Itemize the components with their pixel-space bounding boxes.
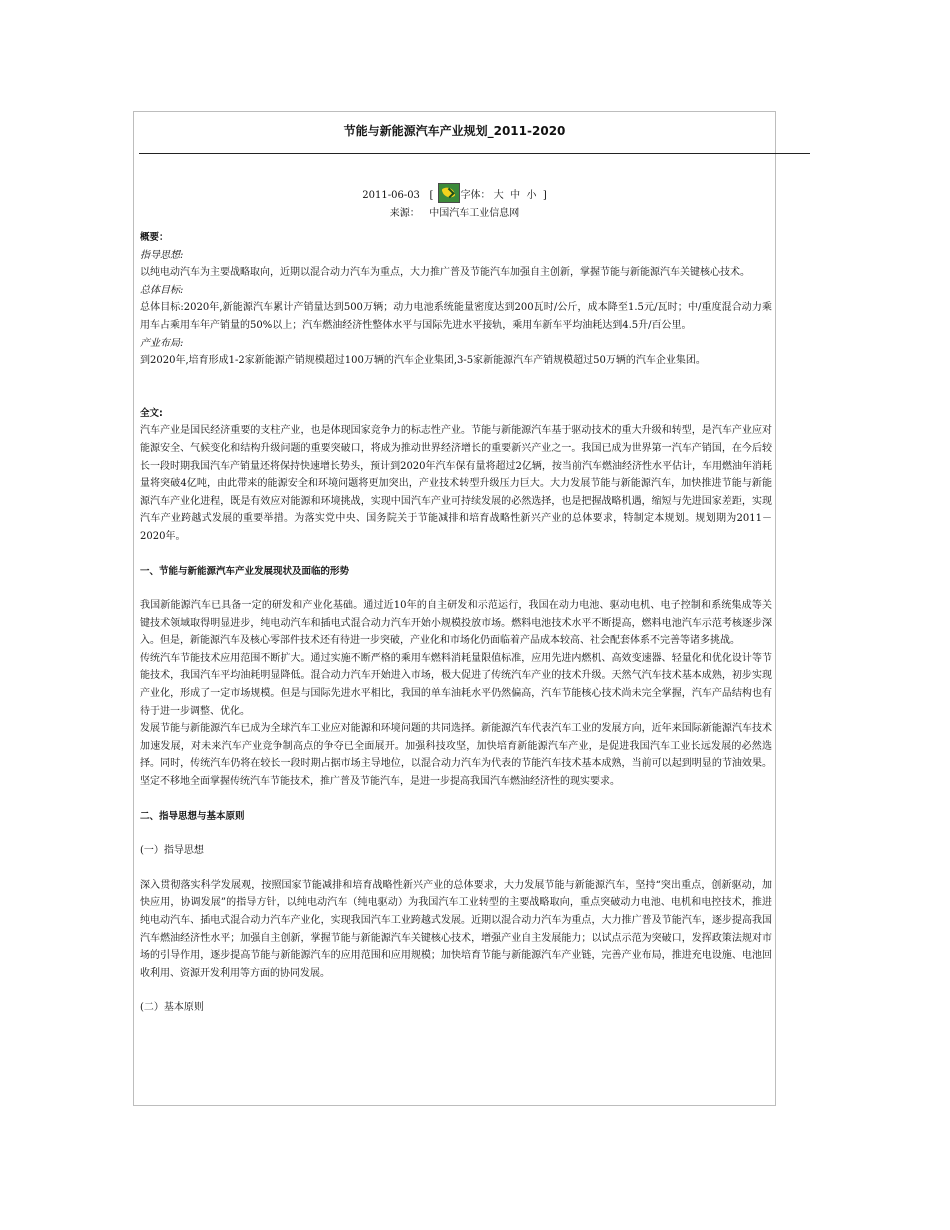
bracket-open: [ bbox=[429, 190, 434, 201]
source-label: 来源： bbox=[389, 208, 420, 219]
font-size-small-link[interactable]: 小 bbox=[526, 190, 537, 201]
publish-date: 2011-06-03 bbox=[362, 190, 420, 201]
font-size-large-link[interactable]: 大 bbox=[493, 190, 504, 201]
article-meta bbox=[133, 183, 776, 203]
source-value: 中国汽车工业信息网 bbox=[429, 208, 520, 219]
fulltext-heading: 全文: bbox=[140, 407, 163, 419]
article-source bbox=[133, 204, 776, 219]
subsection-1-title: (一）指导思想 bbox=[140, 845, 204, 857]
font-size-medium-link[interactable]: 中 bbox=[510, 190, 521, 201]
layout-label: 产业布局: bbox=[140, 337, 184, 349]
title-divider bbox=[139, 153, 810, 154]
page-title: 节能与新能源汽车产业规划_2011-2020 bbox=[343, 124, 566, 138]
section-1-paragraph-2: 传统汽车节能技术应用范围不断扩大。通过实施不断严格的乘用车燃料消耗量限值标准，应用先进内燃机、高效变速器、轻量化和优化设计等节能技术，我国汽车平均油耗明显降低。混合动力汽车开始进入市场，极大促进了传统汽车产业的技术升级。天然气汽车技术基本成熟，初步实现产业化，形成了一定市场规模。但是与国际先进水平相比，我国的单车油耗水平仍然偏高，汽车节能核心技术尚未完全掌握，汽车产品结构也有待于进一步调整、优化。 bbox=[140, 652, 772, 717]
subsection-1-text: 深入贯彻落实科学发展观，按照国家节能减排和培育战略性新兴产业的总体要求，大力发展节能与新能源汽车，坚持“突出重点，创新驱动，加快应用，协调发展”的指导方针，以纯电动汽车（纯电驱动）为我国汽车工业转型的主要战略取向，重点突破动力电池、电机和电控技术，推进纯电动汽车、插电式混合动力汽车产业化，实现我国汽车工业跨越式发展。近期以混合动力汽车为重点，大力推广普及节能汽车，逐步提高我国汽车燃油经济性水平；加强自主创新，掌握节能与新能源汽车关键核心技术，增强产业自主发展能力；以试点示范为突破口，发挥政策法规对市场的引导作用，逐步提高节能与新能源汽车的应用范围和应用规模；加快培育节能与新能源汽车产业链，完善产业布局，推进充电设施、电池回收利用、资源开发利用等方面的协同发展。 bbox=[140, 879, 772, 979]
goal-label: 总体目标: bbox=[140, 284, 184, 296]
section-1-paragraph-1: 我国新能源汽车已具备一定的研发和产业化基础。通过近10年的自主研发和示范运行，我国在动力电池、驱动电机、电子控制和系统集成等关键技术领域取得明显进步，纯电动汽车和插电式混合动力汽车开始小规模投放市场。燃料电池技术水平不断提高，燃料电池汽车示范考核逐步深入。但是，新能源汽车及核心零部件技术还有待进一步突破，产业化和市场化仍面临着产品成本较高、社会配套体系不完善等诸多挑战。 bbox=[140, 600, 772, 647]
guide-text: 以纯电动汽车为主要战略取向，近期以混合动力汽车为重点，大力推广普及节能汽车加强自主创新，掌握节能与新能源汽车关键核心技术。 bbox=[140, 267, 750, 279]
font-size-label: 字体： bbox=[460, 190, 491, 201]
guide-label: 指导思想: bbox=[140, 249, 184, 261]
layout-text: 到2020年,培育形成1-2家新能源产销规模超过100万辆的汽车企业集团,3-5家新能源汽车产销规模超过50万辆的汽车企业集团。 bbox=[140, 355, 706, 367]
section-1-title: 一、节能与新能源汽车产业发展现状及面临的形势 bbox=[140, 565, 350, 577]
section-2-title: 二、指导思想与基本原则 bbox=[140, 810, 245, 822]
fulltext-intro: 汽车产业是国民经济重要的支柱产业，也是体现国家竞争力的标志性产业。节能与新能源汽车基于驱动技术的重大升级和转型，是汽车产业应对能源安全、气候变化和结构升级问题的重要突破口，将成为推动世界经济增长的重要新兴产业之一。我国已成为世界第一汽车产销国，在今后较长一段时期我国汽车产销量还将保持快速增长势头，预计到2020年汽车保有量将超过2亿辆，按当前汽车燃油经济性水平估计，车用燃油年消耗量将突破4亿吨，由此带来的能源安全和环境问题将更加突出，产业技术转型升级压力巨大。大力发展节能与新能源汽车，加快推进节能与新能源汽车产业化进程，既是有效应对能源和环境挑战，实现中国汽车产业可持续发展的必然选择，也是把握战略机遇，缩短与先进国家差距，实现汽车产业跨越式发展的重要举措。为落实党中央、国务院关于节能减排和培育战略性新兴产业的总体要求，特制定本规划。规划期为2011－2020年。 bbox=[140, 425, 772, 542]
font-settings-icon[interactable] bbox=[438, 183, 460, 203]
bracket-close: ] bbox=[542, 190, 547, 201]
subsection-2-title: (二）基本原则 bbox=[140, 1002, 204, 1014]
summary-heading: 概要： bbox=[140, 232, 169, 243]
goal-text: 总体目标:2020年,新能源汽车累计产销量达到500万辆；动力电池系统能量密度达到200瓦时/公斤，成本降至1.5元/瓦时；中/重度混合动力乘用车占乘用车年产销量的50%以上；汽车燃油经济性整体水平与国际先进水平接轨，乘用车新车平均油耗达到4.5升/百公里。 bbox=[140, 302, 772, 331]
article-body bbox=[140, 229, 772, 1017]
section-1-paragraph-3: 发展节能与新能源汽车已成为全球汽车工业应对能源和环境问题的共同选择。新能源汽车代表汽车工业的发展方向，近年来国际新能源汽车技术加速发展，对未来汽车产业竞争制高点的争夺已全面展开。加强科技攻坚，加快培育新能源汽车产业，是促进我国汽车工业长远发展的必然选择。同时，传统汽车仍将在较长一段时期占据市场主导地位，以混合动力汽车为代表的节能汽车技术基本成熟，当前可以起到明显的节油效果。坚定不移地全面掌握传统汽车节能技术，推广普及节能汽车，是进一步提高我国汽车燃油经济性的现实要求。 bbox=[140, 723, 772, 788]
